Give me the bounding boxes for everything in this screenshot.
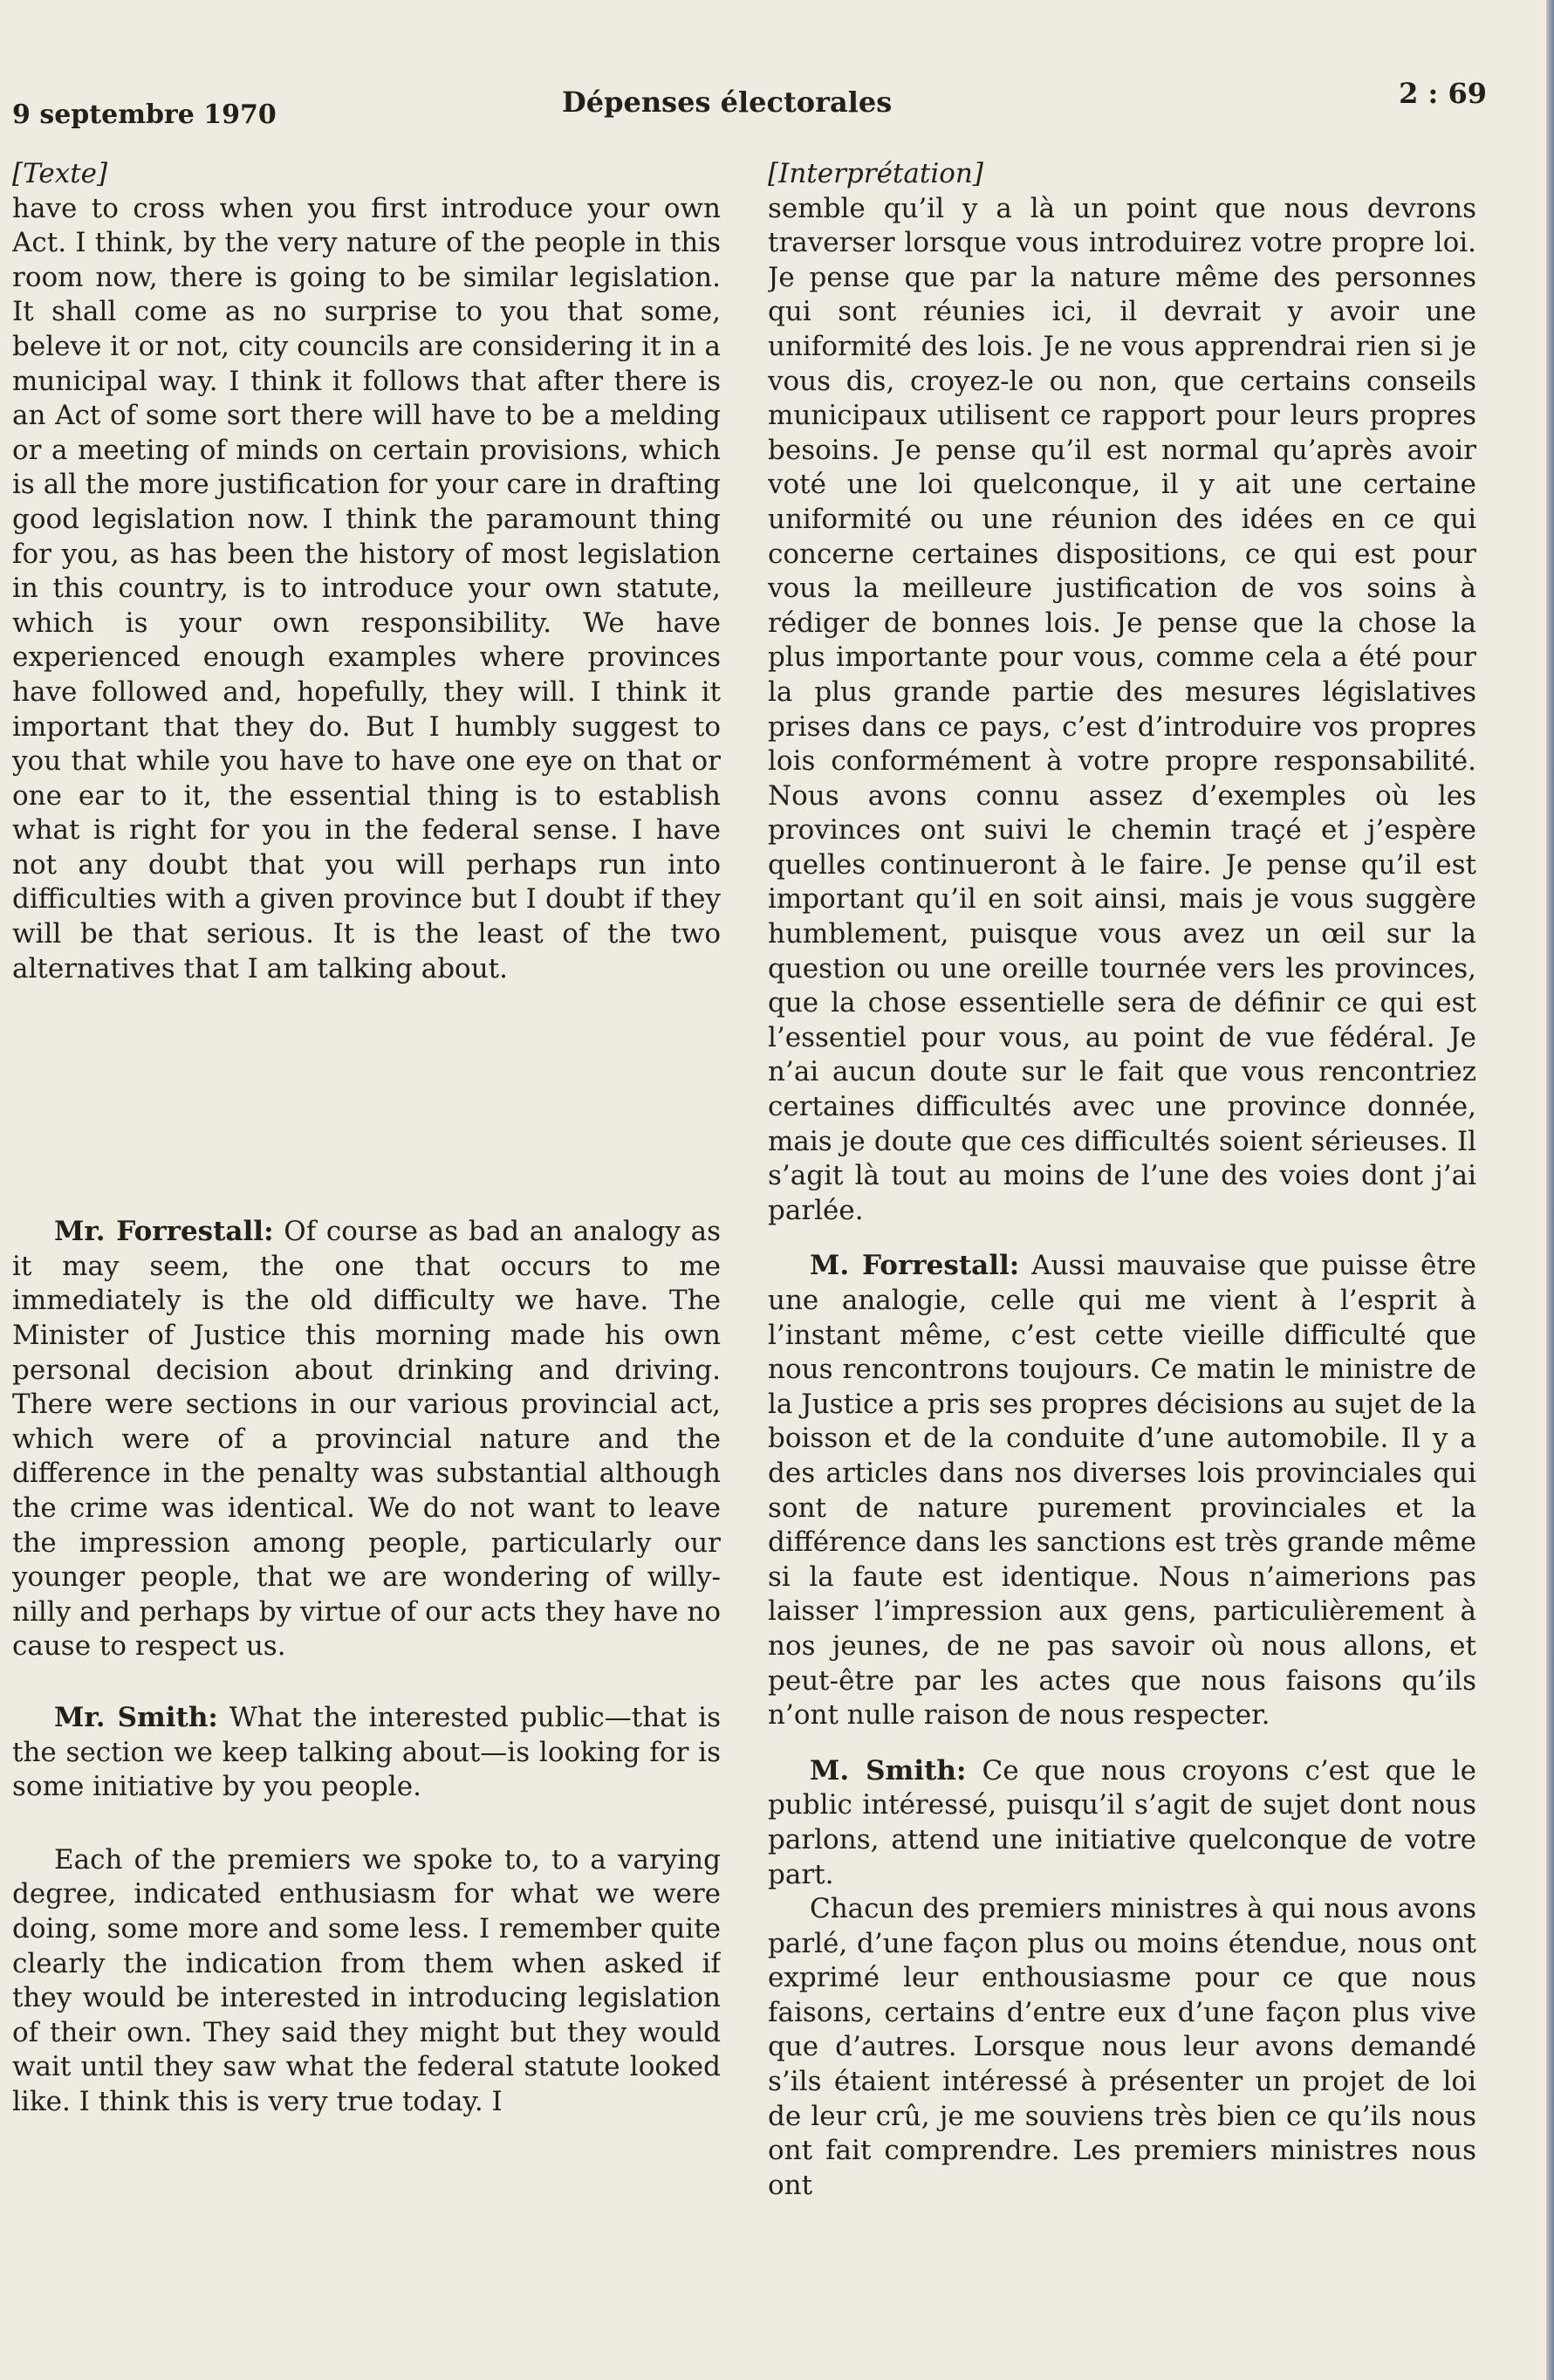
- header-title: Dépenses électorales: [562, 86, 893, 119]
- speech-text: Aussi mauvaise que puisse être une analogie, celle qui me vient à l’esprit à l’instant même, c’est cette vieille difficulté que nous rencontrons toujours. Ce matin le ministre de la Justice a pris ses propres décisions au sujet de la boisson et de la conduite d’une automobile. Il y a des articles dans nos diverses lois provinciales qui sont de nature purement provinciales et la différence dans les sanctions est très grande même si la faute est identique. Nous n’aimerions pas laisser l’impression aux gens, particulièrement à nos jeunes, de ne pas savoir où nous allons, et peut-être par les actes que nous faisons qu’ils n’ont nulle raison de nous respecter.: [768, 1250, 1476, 1732]
- column-label: [Texte]: [12, 158, 108, 189]
- paragraph: Each of the premiers we spoke to, to a varying degree, indicated enthusiasm for what we were doing, some more and some less. I remember quite clearly the indication from them when asked if they would be interested in introducing legislation of their own. They said they might but they would wait until they saw what the federal statute looked like. I think this is very true today. I: [12, 1843, 721, 2117]
- page-number: 2 : 69: [1399, 77, 1487, 110]
- english-column: [12, 157, 721, 2269]
- spacer: [12, 986, 721, 1215]
- paragraph: semble qu’il y a là un point que nous devrons traverser lorsque vous introduirez votre propre loi. Je pense que par la nature même des personnes qui sont réunies ici, il devrait y avoir une uniformité des lois. Je ne vous apprendrai rien si je vous dis, croyez-le ou non, que certains conseils municipaux utilisent ce rapport pour leurs propres besoins. Je pense qu’il est normal qu’après avoir voté une loi quelconque, il y ait une certaine uniformité ou une réunion des idées en ce qui concerne certaines dispositions, ce qui est pour vous la meilleure justification de vos soins à rédiger de bonnes lois. Je pense que la chose la plus importante pour vous, comme cela a été pour la plus grande partie des mesures législatives prises dans ce pays, c’est d’introduire vos propres lois conformément à votre propre responsabilité. Nous avons connu assez d’exemples où les provinces ont suivi le chemin traçé et j’espère quelles continueront à le faire. Je pense qu’il est important qu’il en soit ainsi, mais je vous suggère humblement, puisque vous avez un œil sur la question ou une oreille tournée vers les provinces, que la chose essentielle sera de définir ce qui est l’essentiel pour vous, au point de vue fédéral. Je n’ai aucun doute sur le fait que vous rencontriez certaines difficultés avec une province donnée, mais je doute que ces difficultés soient sérieuses. Il s’agit là tout au moins de l’une des voies dont j’ai parlée.: [768, 192, 1476, 1226]
- speaker-name: M. Forrestall:: [810, 1250, 1020, 1282]
- paragraph: [12, 1215, 721, 1664]
- spacer: [768, 1228, 1476, 1249]
- paragraph: have to cross when you first introduce your own Act. I think, by the very nature of the people in this room now, there is going to be similar legislation. It shall come as no surprise to you that some, beleve it or not, city councils are considering it in a municipal way. I think it follows that after there is an Act of some sort there will have to be a melding or a meeting of minds on certain provisions, which is all the more justification for your care in drafting good legislation now. I think the paramount thing for you, as has been the history of most legislation in this country, is to introduce your own statute, which is your own responsibility. We have experienced enough examples where provinces have followed and, hopefully, they will. I think it important that they do. But I humbly suggest to you that while you have to have one eye on that or one ear to it, the essential thing is to establish what is right for you in the federal sense. I have not any doubt that you will perhaps run into difficulties with a given province but I doubt if they will be that serious. It is the least of the two alternatives that I am talking about.: [12, 192, 721, 984]
- speech-text: What the interested public—that is the section we keep talking about—is looking for is some initiative by you people.: [12, 1701, 721, 1803]
- paragraph: [768, 1754, 1476, 1892]
- page-header: [12, 77, 1487, 129]
- spacer: [12, 1664, 721, 1701]
- speech-text: Of course as bad an analogy as it may seem, the one that occurs to me immediately is the old difficulty we have. The Minister of Justice this morning made his own personal decision about drinking and driving. There were sections in our various provincial act, which were of a provincial nature and the difference in the penalty was substantial although the crime was identical. We do not want to leave the impression among people, particularly our younger people, that we are wondering of willy-nilly and perhaps by virtue of our acts they have no cause to respect us.: [12, 1216, 721, 1663]
- speaker-name: Mr. Forrestall:: [54, 1216, 274, 1248]
- spacer: [12, 1805, 721, 1843]
- page-edge: [1546, 0, 1554, 2380]
- header-date: 9 septembre 1970: [12, 99, 277, 130]
- speaker-name: Mr. Smith:: [54, 1701, 218, 1733]
- speech-text: Ce que nous croyons c’est que le public intéressé, puisqu’il s’agit de sujet dont nous parlons, attend une initiative quelconque de votre part.: [768, 1754, 1476, 1890]
- spacer: [768, 1733, 1476, 1754]
- paragraph: [12, 1701, 721, 1805]
- speaker-name: M. Smith:: [810, 1754, 967, 1787]
- column-label: [Interprétation]: [768, 158, 983, 189]
- paragraph: [768, 1249, 1476, 1732]
- french-column: [768, 157, 1476, 2269]
- paragraph: Chacun des premiers ministres à qui nous avons parlé, d’une façon plus ou moins étendue, nous ont exprimé leur enthousiasme pour ce que nous faisons, certains d’entre eux d’une façon plus vive que d’autres. Lorsque nous leur avons demandé s’ils étaient intéressé à présenter un projet de loi de leur crû, je me souviens très bien ce qu’ils nous ont fait comprendre. Les premiers ministres nous ont: [768, 1893, 1476, 2201]
